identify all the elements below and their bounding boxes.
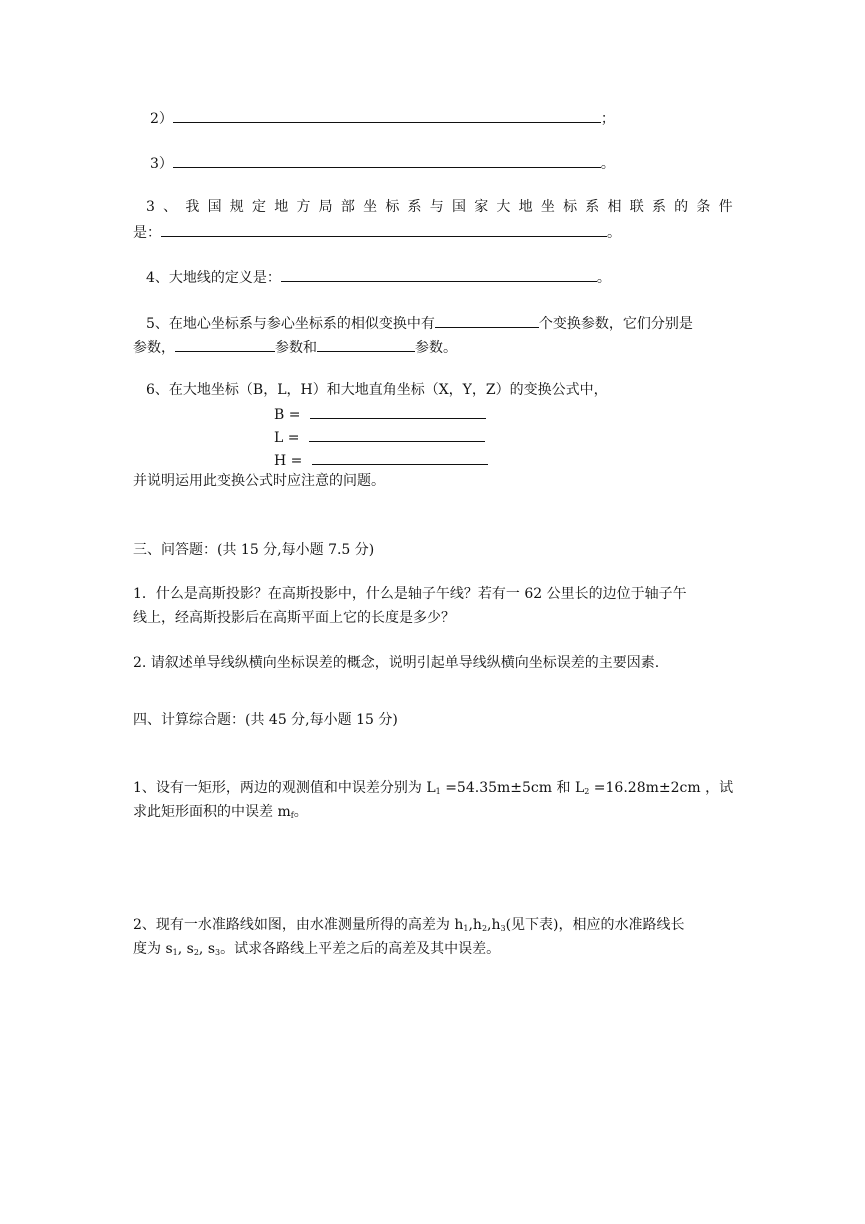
- question-5-line2: 参数， 参数和 参数。: [133, 337, 457, 357]
- question-3-char: 3: [146, 199, 155, 215]
- section-4-q1-line2: 求此矩形面积的中误差 $m_f$。: [133, 804, 308, 820]
- question-3-line1: [146, 198, 733, 216]
- question-3-char: 部: [340, 199, 355, 215]
- question-3-char: 大: [496, 199, 511, 215]
- item-3: 3） 。: [150, 153, 615, 173]
- question-3-char: 规: [229, 199, 244, 215]
- question-3-line2: 是： 。: [133, 222, 621, 242]
- question-3-char: 定: [252, 199, 267, 215]
- section-4-q1-line1: 1、设有一矩形，两边的观测值和中误差分别为 $L_1 =54.35m\pm 5cm$ 和 $L_2 =16.28m\pm 2cm$ ，试: [133, 780, 734, 796]
- question-3-char: 系: [651, 199, 666, 215]
- formula-l: L =: [274, 427, 485, 447]
- blank-line[interactable]: [173, 108, 601, 123]
- blank-line[interactable]: [317, 337, 415, 352]
- section-3-q2: 2. 请叙述单导线纵横向坐标误差的概念，说明引起单导线纵横向坐标误差的主要因素.: [133, 655, 660, 671]
- question-3-char: 标: [385, 199, 400, 215]
- question-3-char: 的: [674, 199, 689, 215]
- formula-h: H =: [274, 450, 488, 470]
- question-3-char: 地: [518, 199, 533, 215]
- question-3-char: 坐: [540, 199, 555, 215]
- blank-line[interactable]: [175, 337, 275, 352]
- item-2: 2） ；: [150, 108, 615, 128]
- question-6-note: 并说明运用此变换公式时应注意的问题。: [133, 473, 385, 489]
- section-4-q2-line2: 度为 $s_1$, $s_2$, $s_3$。试求各路线上平差之后的高差及其中误差。: [133, 941, 501, 957]
- blank-line[interactable]: [281, 267, 597, 282]
- section-3-title: 三、问答题：(共 15 分,每小题 7.5 分): [133, 542, 375, 558]
- section-4-title: 四、计算综合题：(共 45 分,每小题 15 分): [133, 712, 398, 728]
- blank-line[interactable]: [161, 222, 607, 237]
- question-3-char: 件: [718, 199, 733, 215]
- blank-line[interactable]: [312, 450, 488, 465]
- question-3-char: 方: [296, 199, 311, 215]
- question-6: 6、在大地坐标（B，L，H）和大地直角坐标（X，Y，Z）的变换公式中，: [146, 382, 608, 398]
- blank-line[interactable]: [435, 313, 539, 328]
- question-3-char: 、: [163, 199, 178, 215]
- section-3-q1-line2: 线上，经高斯投影后在高斯平面上它的长度是多少？: [133, 610, 455, 626]
- question-3-char: 系: [407, 199, 422, 215]
- item-2-label: 2）: [150, 111, 173, 127]
- question-3-char: 国: [451, 199, 466, 215]
- question-3-char: 我: [185, 199, 200, 215]
- question-3-char: 条: [696, 199, 711, 215]
- item-3-label: 3）: [150, 156, 173, 172]
- question-3-char: 与: [429, 199, 444, 215]
- question-3-char: 地: [274, 199, 289, 215]
- blank-line[interactable]: [310, 404, 486, 419]
- question-3-char: 系: [585, 199, 600, 215]
- section-3-q1-line1: 1．什么是高斯投影？在高斯投影中，什么是轴子午线？若有一 62 公里长的边位于轴子午: [133, 586, 687, 602]
- question-4: 4、大地线的定义是： 。: [146, 267, 611, 287]
- question-3-char: 局: [318, 199, 333, 215]
- blank-line[interactable]: [309, 427, 485, 442]
- question-3-char: 坐: [363, 199, 378, 215]
- question-3-char: 家: [474, 199, 489, 215]
- section-4-q2-line1: 2、现有一水准路线如图，由水准测量所得的高差为 $h_1,h_2,h_3$(见下表)，相应的水准路线长: [133, 917, 685, 933]
- formula-b: B =: [274, 404, 486, 424]
- question-3-char: 联: [629, 199, 644, 215]
- question-3-char: 国: [207, 199, 222, 215]
- question-3-char: 标: [563, 199, 578, 215]
- blank-line[interactable]: [173, 153, 601, 168]
- question-3-char: 相: [607, 199, 622, 215]
- question-5-line1: 5、在地心坐标系与参心坐标系的相似变换中有 个变换参数，它们分别是: [146, 313, 693, 333]
